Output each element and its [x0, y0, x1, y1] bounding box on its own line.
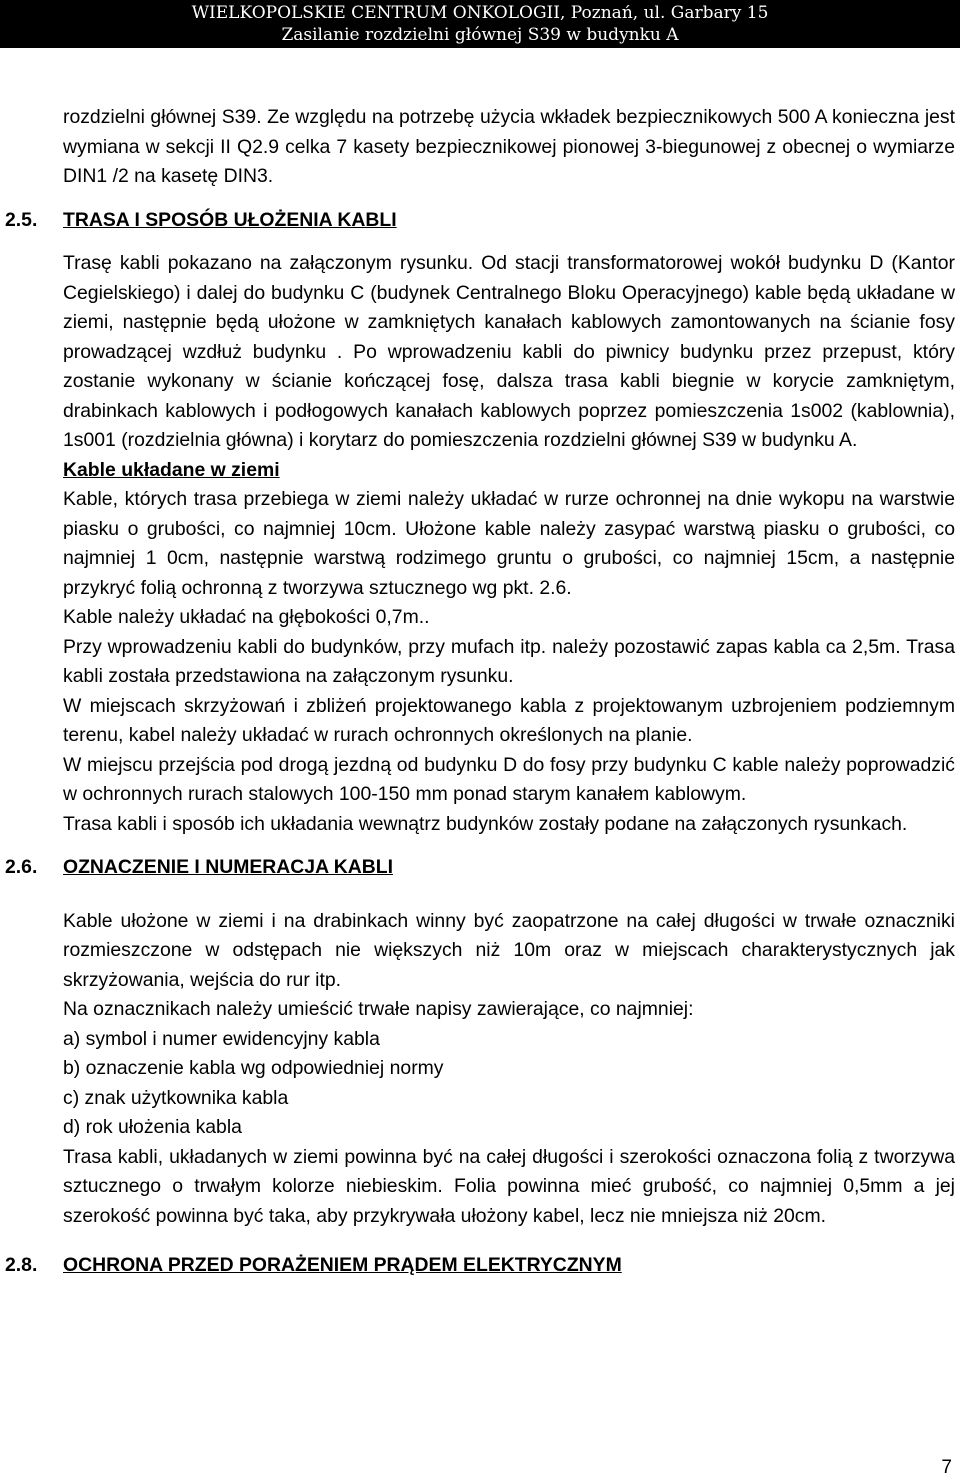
paragraph: Przy wprowadzeniu kabli do budynków, przy mufach itp. należy pozostawić zapas kabla ca 2,5m. Trasa kabli została przedstawiona na załączonym rysunku.	[63, 635, 955, 687]
paragraph: Trasę kabli pokazano na załączonym rysunku. Od stacji transformatorowej wokół budynku D (Kantor Cegielskiego) i dalej do budynku C (budynek Centralnego Bloku Operacyjnego) kable będą układane w ziemi, następnie będą ułożone w zamkniętych kanałach kablowych zamontowanych na ścianie fosy prowadzącej wzdłuż budynku . Po wprowadzeniu kabli do piwnicy budynku przez przepust, który zostanie wykonany w ścianie kończącej fosę, dalsza trasa kabli biegnie w korycie zamkniętym, drabinkach kablowych i podłogowych kanałach kablowych poprzez pomieszczenia 1s002 (kablownia), 1s001 (rozdzielnia główna) i korytarz do pomieszczenia rozdzielni głównej S39 w budynku A.	[63, 252, 955, 451]
intro-paragraph: rozdzielni głównej S39. Ze względu na potrzebę użycia wkładek bezpiecznikowych 500 A konieczna jest wymiana w sekcji II Q2.9 celka 7 kasety bezpiecznikowej pionowej 3-biegunowej z obecnej o wymiarze DIN1 /2 na kasetę DIN3.	[63, 106, 955, 187]
list-item: c) znak użytkownika kabla	[63, 1086, 289, 1109]
paragraph: Kable należy układać na głębokości 0,7m..	[63, 606, 430, 628]
section-number: 2.8.	[5, 1254, 38, 1276]
section-title: OZNACZENIE I NUMERACJA KABLI	[63, 856, 394, 878]
section-number: 2.6.	[5, 856, 38, 878]
paragraph: W miejscu przejścia pod drogą jezdną od budynku D do fosy przy budynku C kable należy poprowadzić w ochronnych rurach stalowych 100-150 mm ponad starym kanałem kablowym.	[63, 753, 955, 805]
list-item: a) symbol i numer ewidencyjny kabla	[63, 1027, 380, 1050]
paragraph: Trasa kabli, układanych w ziemi powinna być na całej długości i szerokości oznaczona folią z tworzywa sztucznego o trwałym kolorze niebieskim. Folia powinna mieć grubość, co najmniej 0,5mm a jej szerokość powinna być taka, aby przykrywała ułożony kabel, lecz nie mniejsza niż 20cm.	[63, 1145, 955, 1227]
section-2-5-heading	[5, 206, 955, 236]
subheading: Kable układane w ziemi	[63, 458, 280, 481]
section-2-8-heading	[5, 1251, 955, 1281]
section-title: TRASA I SPOSÓB UŁOŻENIA KABLI	[63, 208, 397, 231]
section-number: 2.5.	[5, 208, 38, 231]
page-number: 7	[941, 1457, 952, 1478]
header-line-2: Zasilanie rozdzielni głównej S39 w budynku A	[281, 25, 679, 45]
paragraph: Kable, których trasa przebiega w ziemi należy układać w rurze ochronnej na dnie wykopu na warstwie piasku o grubości, co najmniej 10cm. Ułożone kable należy zasypać warstwą piasku o grubości, co najmniej 1 0cm, następnie warstwą rodzimego gruntu o grubości, co najmniej 15cm, a następnie przykryć folią ochronną z tworzywa sztucznego wg pkt. 2.6.	[63, 488, 955, 599]
header-line-1: WIELKOPOLSKIE CENTRUM ONKOLOGII, Poznań, ul. Garbary 15	[191, 3, 769, 23]
paragraph: Kable ułożone w ziemi i na drabinkach winny być zaopatrzone na całej długości w trwałe oznaczniki rozmieszczone w odstępach nie większych niż 10m oraz w miejscach charakterystycznych jak skrzyżowania, wejścia do rur itp.	[63, 909, 955, 991]
document-body	[5, 103, 955, 1281]
paragraph: W miejscach skrzyżowań i zbliżeń projektowanego kabla z projektowanym uzbrojeniem podziemnym terenu, kabel należy układać w rurach ochronnych określonych na planie.	[63, 694, 955, 746]
section-title: OCHRONA PRZED PORAŻENIEM PRĄDEM ELEKTRYCZNYM	[63, 1254, 622, 1276]
page-header	[0, 0, 960, 48]
paragraph: Trasa kabli i sposób ich układania wewnątrz budynków zostały podane na załączonych rysunkach.	[63, 812, 908, 835]
section-2-6-heading	[5, 853, 955, 883]
paragraph: Na oznacznikach należy umieścić trwałe napisy zawierające, co najmniej:	[63, 998, 694, 1020]
list-item: b) oznaczenie kabla wg odpowiedniej normy	[63, 1057, 444, 1079]
list-item: d) rok ułożenia kabla	[63, 1116, 242, 1138]
